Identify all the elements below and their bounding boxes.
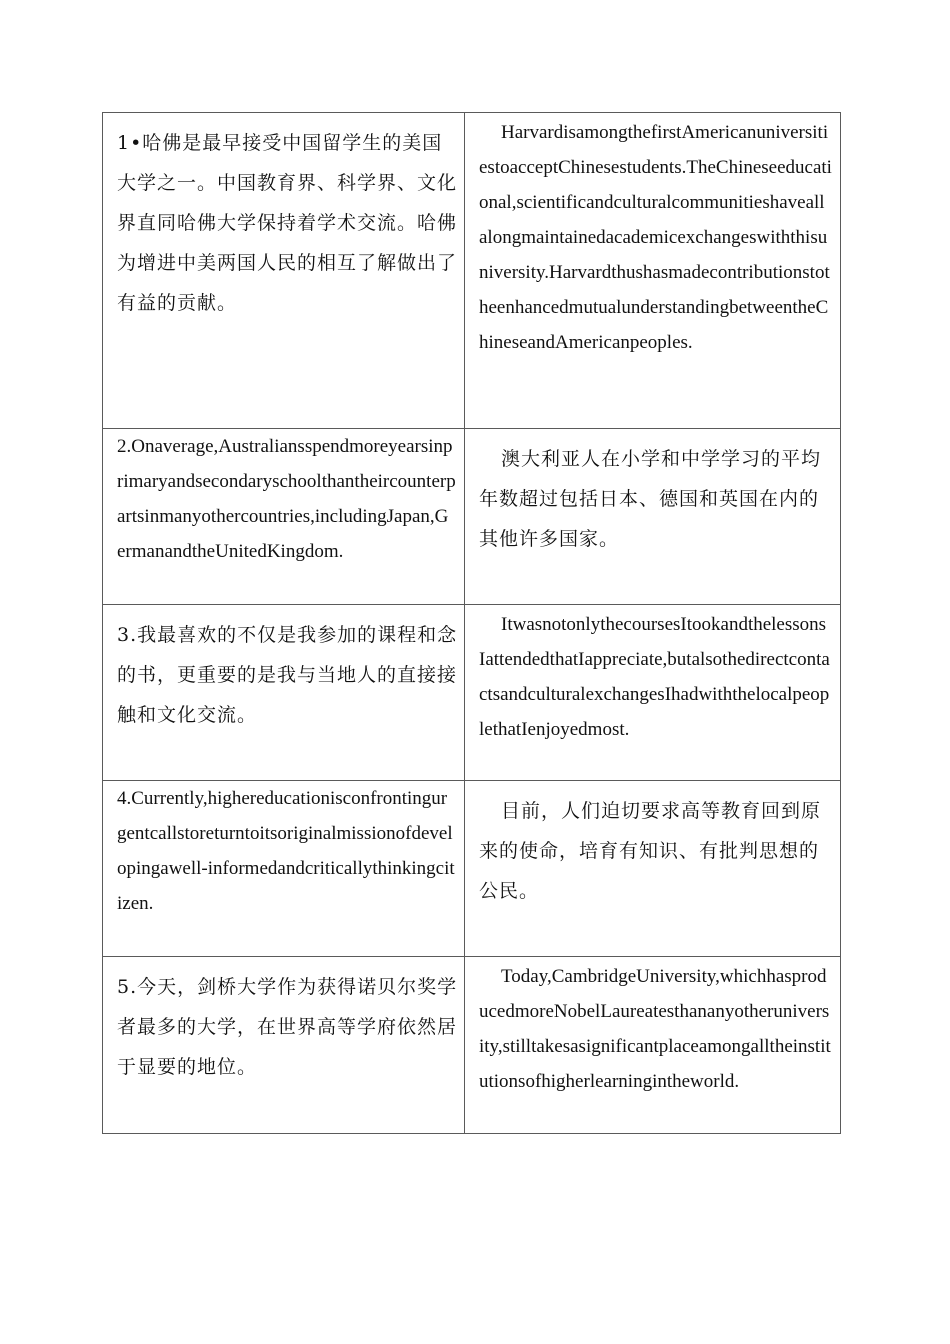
translation-cell	[465, 781, 841, 957]
cell-text: 澳大利亚人在小学和中学学习的平均年数超过包括日本、德国和英国在内的其他许多国家。	[479, 448, 822, 550]
table-row	[103, 957, 841, 1134]
source-cell	[103, 429, 465, 605]
cell-text: Today,CambridgeUniversity,whichhasproducedmoreNobelLaureatesthananyotheruniversity,stilltakesasignificantplaceamongalltheinstitutionsofhigherlearningintheworld.	[479, 966, 831, 1092]
source-cell	[103, 781, 465, 957]
translation-cell	[465, 113, 841, 429]
source-cell	[103, 605, 465, 781]
table-row	[103, 113, 841, 429]
table-row	[103, 781, 841, 957]
cell-text: 目前，人们迫切要求高等教育回到原来的使命，培育有知识、有批判思想的公民。	[479, 800, 822, 902]
translation-exercise-table	[102, 112, 841, 1134]
cell-text: 1•哈佛是最早接受中国留学生的美国大学之一。中国教育界、科学界、文化界直同哈佛大学保持着学术交流。哈佛为增进中美两国人民的相互了解做出了有益的贡献。	[117, 132, 458, 314]
cell-text: HarvardisamongthefirstAmericanuniversitiestoacceptChinesestudents.TheChineseeducational,scientificandculturalcommunitieshaveallalongmaintainedacademicexchangeswiththisuniversity.HarvardthushasmadecontributionstotheenhancedmutualunderstandingbetweentheChineseandAmericanpeoples.	[479, 122, 832, 353]
translation-cell	[465, 957, 841, 1134]
source-cell	[103, 957, 465, 1134]
cell-text: 5.今天，剑桥大学作为获得诺贝尔奖学者最多的大学，在世界高等学府依然居于显要的地位。	[117, 976, 458, 1078]
cell-text: ItwasnotonlythecoursesItookandthelessonsIattendedthatIappreciate,butalsothedirectcontactsandculturalexchangesIhadwiththelocalpeoplethatIenjoyedmost.	[479, 614, 830, 740]
cell-text: 3.我最喜欢的不仅是我参加的课程和念的书，更重要的是我与当地人的直接接触和文化交流。	[117, 624, 458, 726]
translation-cell	[465, 605, 841, 781]
table-row	[103, 429, 841, 605]
source-cell	[103, 113, 465, 429]
table-row	[103, 605, 841, 781]
cell-text: 4.Currently,highereducationisconfrontingurgentcallstoreturntoitsoriginalmissionofdevelopingawell-informedandcriticallythinkingcitizen.	[117, 788, 455, 914]
translation-cell	[465, 429, 841, 605]
cell-text: 2.Onaverage,Australiansspendmoreyearsinprimaryandsecondaryschoolthantheircounterpartsinmanyothercountries,includingJapan,GermanandtheUnitedKingdom.	[117, 436, 456, 562]
